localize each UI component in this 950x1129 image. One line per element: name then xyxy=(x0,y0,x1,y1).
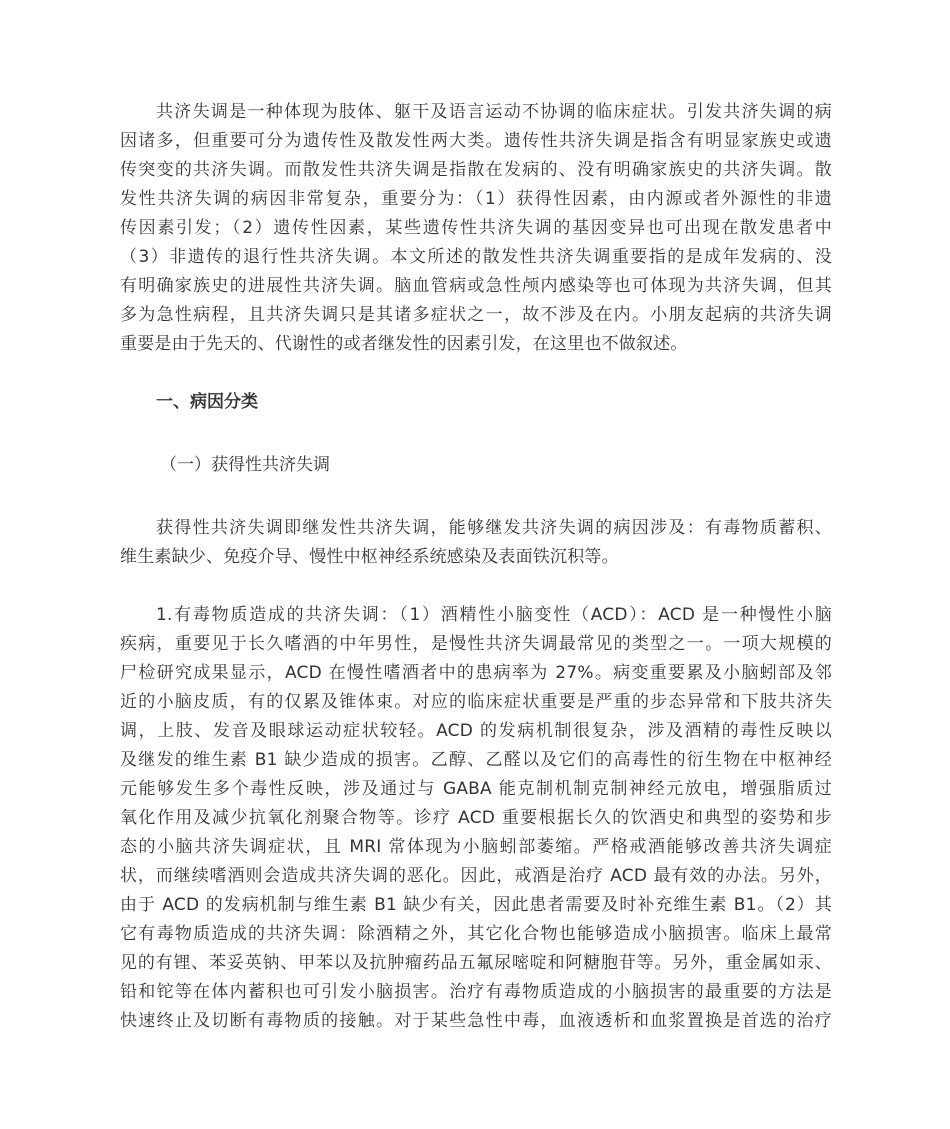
text-line: 近的小脑皮质，有的仅累及锥体束。对应的临床症状重要是严重的步态异常和下肢共济失 xyxy=(120,692,832,712)
text-line: 重要是由于先天的、代谢性的或者继发性的因素引发，在这里也不做叙述。 xyxy=(120,334,688,354)
text-line: 由于 ACD 的发病机制与维生素 B1 缺少有关，因此患者需要及时补充维生素 B1。（2）其 xyxy=(120,895,832,915)
text-line: 传因素引发；（2）遗传性因素，某些遗传性共济失调的基因变异也可出现在散发患者中 xyxy=(120,218,832,238)
text-line: 调，上肢、发音及眼球运动症状较轻。ACD 的发病机制很复杂，涉及酒精的毒性反映以 xyxy=(120,721,832,741)
text-line: 多为急性病程，且共济失调只是其诸多症状之一，故不涉及在内。小朋友起病的共济失调 xyxy=(120,305,832,325)
text-line: 快速终止及切断有毒物质的接触。对于某些急性中毒，血液透析和血浆置换是首选的治疗 xyxy=(120,1011,832,1031)
text-line: 维生素缺少、免疫介导、慢性中枢神经系统感染及表面铁沉积等。 xyxy=(120,547,619,567)
text-line: 铅和铊等在体内蓄积也可引发小脑损害。治疗有毒物质造成的小脑损害的最重要的方法是 xyxy=(120,982,832,1002)
text-line: （3）非遗传的退行性共济失调。本文所述的散发性共济失调重要指的是成年发病的、没 xyxy=(120,247,832,267)
text-line: 疾病，重要见于长久嗜酒的中年男性，是慢性共济失调最常见的类型之一。一项大规模的 xyxy=(120,634,832,654)
text-line: 因诸多，但重要可分为遗传性及散发性两大类。遗传性共济失调是指含有明显家族史或遗 xyxy=(120,131,832,151)
text-line: 尸检研究成果显示，ACD 在慢性嗜酒者中的患病率为 27%。病变重要累及小脑蚓部及邻 xyxy=(120,663,832,683)
text-line: 状，而继续嗜酒则会造成共济失调的恶化。因此，戒酒是治疗 ACD 最有效的办法。另外， xyxy=(120,866,832,886)
section-heading: 一、病因分类 xyxy=(156,392,258,412)
text-line: 传突变的共济失调。而散发性共济失调是指散在发病的、没有明确家族史的共济失调。散 xyxy=(120,160,832,180)
text-line: 态的小脑共济失调症状，且 MRI 常体现为小脑蚓部萎缩。严格戒酒能够改善共济失调症 xyxy=(120,837,832,857)
text-line: 它有毒物质造成的共济失调：除酒精之外，其它化合物也能够造成小脑损害。临床上最常 xyxy=(120,924,832,944)
text-line: 有明确家族史的进展性共济失调。脑血管病或急性颅内感染等也可体现为共济失调，但其 xyxy=(120,276,832,296)
text-line: 获得性共济失调即继发性共济失调，能够继发共济失调的病因涉及：有毒物质蓄积、 xyxy=(156,518,832,538)
text-line: 氧化作用及减少抗氧化剂聚合物等。诊疗 ACD 重要根据长久的饮酒史和典型的姿势和步 xyxy=(120,808,832,828)
text-line: 元能够发生多个毒性反映，涉及通过与 GABA 能克制机制克制神经元放电，增强脂质过 xyxy=(120,779,832,799)
text-line: 见的有锂、苯妥英钠、甲苯以及抗肿瘤药品五氟尿嘧啶和阿糖胞苷等。另外，重金属如汞、 xyxy=(120,953,832,973)
text-line: 发性共济失调的病因非常复杂，重要分为：（1）获得性因素，由内源或者外源性的非遗 xyxy=(120,189,832,209)
text-line: 1.有毒物质造成的共济失调：（1）酒精性小脑变性（ACD）：ACD 是一种慢性小脑 xyxy=(156,605,832,625)
text-line: 共济失调是一种体现为肢体、躯干及语言运动不协调的临床症状。引发共济失调的病 xyxy=(156,102,832,122)
subsection-heading: （一）获得性共济失调 xyxy=(160,455,330,475)
text-line: 及继发的维生素 B1 缺少造成的损害。乙醇、乙醛以及它们的高毒性的衍生物在中枢神经 xyxy=(120,750,832,770)
